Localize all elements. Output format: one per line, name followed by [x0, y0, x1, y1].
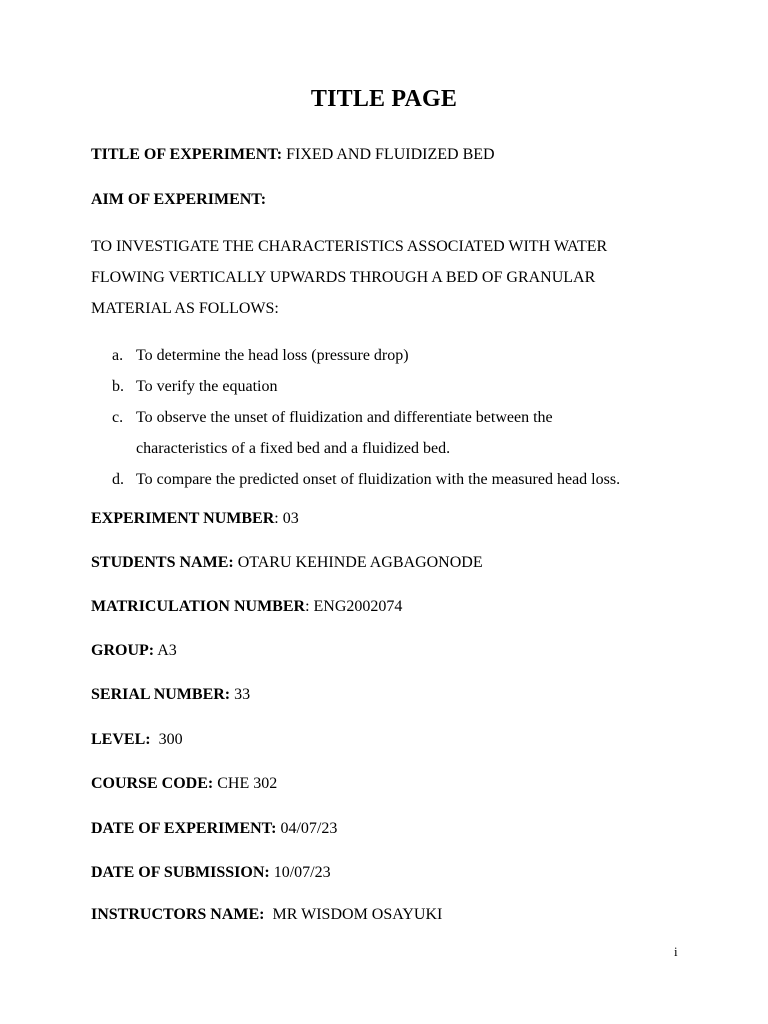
- date-of-submission-line: [91, 863, 331, 883]
- aim-description: [91, 231, 691, 324]
- aim-heading: [91, 190, 266, 210]
- level-label: LEVEL:: [91, 731, 151, 748]
- instructors-name-label: INSTRUCTORS NAME:: [91, 906, 265, 923]
- objective-text: To determine the head loss (pressure drop): [136, 347, 409, 364]
- aim-objective-item: [91, 340, 696, 371]
- date-of-experiment-value: 04/07/23: [276, 820, 338, 837]
- aim-line: FLOWING VERTICALLY UPWARDS THROUGH A BED OF GRANULAR: [91, 269, 596, 286]
- instructors-name-value: MR WISDOM OSAYUKI: [264, 906, 443, 923]
- course-code-label: COURSE CODE:: [91, 775, 214, 792]
- students-name-value: OTARU KEHINDE AGBAGONODE: [233, 554, 483, 571]
- objective-text: To observe the unset of fluidization and differentiate between the: [136, 409, 553, 426]
- students-name-line: [91, 553, 483, 573]
- experiment-title-line: [91, 145, 495, 165]
- date-of-submission-label: DATE OF SUBMISSION:: [91, 864, 270, 881]
- matriculation-number-value: : ENG2002074: [305, 598, 403, 615]
- level-value: 300: [150, 731, 183, 748]
- group-label: GROUP:: [91, 642, 155, 659]
- matriculation-number-label: MATRICULATION NUMBER: [91, 598, 306, 615]
- aim-label: AIM OF EXPERIMENT:: [91, 191, 267, 208]
- serial-number-line: [91, 685, 250, 705]
- list-marker: a.: [112, 347, 124, 364]
- group-value: A3: [154, 642, 177, 659]
- students-name-label: STUDENTS NAME:: [91, 554, 234, 571]
- serial-number-value: 33: [230, 686, 251, 703]
- course-code-line: [91, 774, 277, 794]
- page-title: TITLE PAGE: [310, 86, 458, 112]
- level-line: [91, 730, 183, 750]
- instructors-name-line: [91, 905, 442, 925]
- list-marker: d.: [112, 471, 124, 488]
- serial-number-label: SERIAL NUMBER:: [91, 686, 231, 703]
- aim-line: TO INVESTIGATE THE CHARACTERISTICS ASSOCIATED WITH WATER: [91, 238, 608, 255]
- date-of-experiment-label: DATE OF EXPERIMENT:: [91, 820, 277, 837]
- course-code-value: CHE 302: [213, 775, 278, 792]
- objective-text: To verify the equation: [136, 378, 278, 395]
- list-marker: c.: [112, 409, 124, 426]
- aim-line: MATERIAL AS FOLLOWS:: [91, 300, 279, 317]
- objective-text: To compare the predicted onset of fluidization with the measured head loss.: [136, 471, 621, 488]
- list-marker: b.: [112, 378, 124, 395]
- aim-objectives-list: [91, 340, 696, 495]
- experiment-number-value: : 03: [274, 510, 299, 527]
- date-of-submission-value: 10/07/23: [269, 864, 331, 881]
- aim-objective-item: [91, 464, 696, 495]
- aim-objective-item: [91, 402, 696, 464]
- objective-text-continued: characteristics of a fixed bed and a fluidized bed.: [136, 440, 451, 457]
- aim-objective-item: [91, 371, 696, 402]
- experiment-number-line: [91, 509, 299, 529]
- group-line: [91, 641, 177, 661]
- date-of-experiment-line: [91, 819, 337, 839]
- page-number: i: [674, 944, 678, 959]
- experiment-number-label: EXPERIMENT NUMBER: [91, 510, 275, 527]
- matriculation-number-line: [91, 597, 402, 617]
- experiment-title-value: FIXED AND FLUIDIZED BED: [286, 146, 495, 163]
- experiment-title-label: TITLE OF EXPERIMENT:: [91, 146, 283, 163]
